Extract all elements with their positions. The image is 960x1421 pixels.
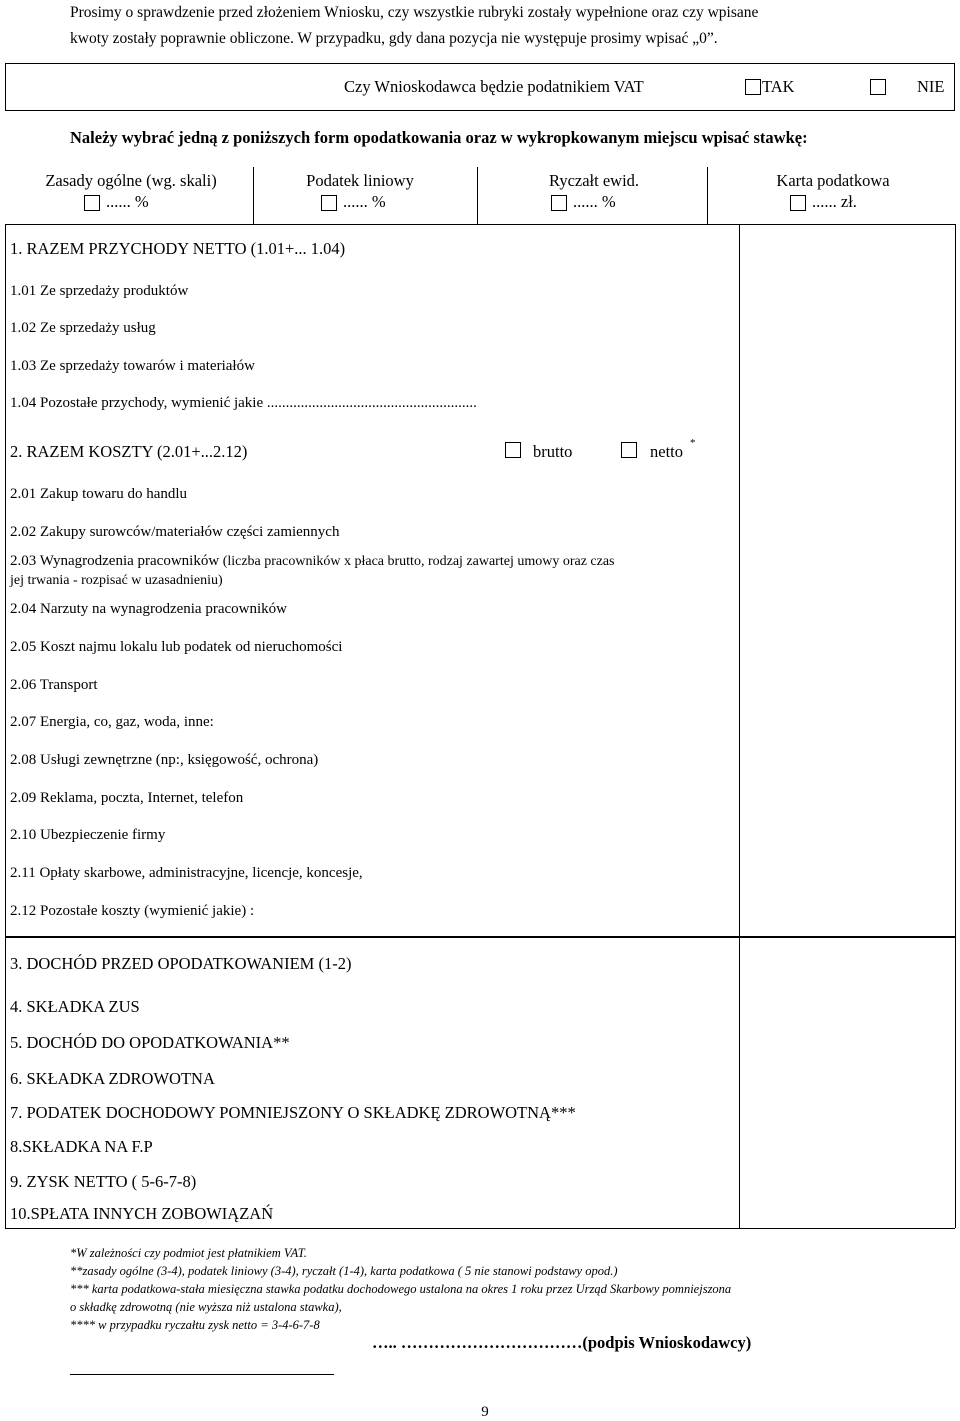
footnote-4: o składkę zdrowotną (nie wyższa niż ustalona stawka), xyxy=(70,1300,342,1314)
summary-row-6: 6. SKŁADKA ZDROWOTNA xyxy=(10,1069,215,1088)
cost-row-2-07: 2.07 Energia, co, gaz, woda, inne: xyxy=(10,714,214,730)
summary-row-4: 4. SKŁADKA ZUS xyxy=(10,997,140,1016)
cost-row-2-02: 2.02 Zakupy surowców/materiałów części zamiennych xyxy=(10,524,340,540)
vat-no-checkbox[interactable] xyxy=(870,79,886,95)
cost-row-2-12-note: (wymienić jakie) : xyxy=(140,903,255,919)
signature-line: ….. ……………………………(podpis Wnioskodawcy) xyxy=(372,1333,752,1352)
tax-form-general-label: Zasady ogólne (wg. skali) xyxy=(45,171,217,190)
cost-row-2-05: 2.05 Koszt najmu lokalu lub podatek od nieruchomości xyxy=(10,639,343,655)
cost-row-2-03-title: 2.03 Wynagrodzenia pracowników xyxy=(10,553,220,569)
tax-form-flatrate-label: Ryczałt ewid. xyxy=(548,171,640,190)
income-total-header: 1. RAZEM PRZYCHODY NETTO (1.01+... 1.04) xyxy=(10,239,346,258)
tax-form-card-rate[interactable]: ...... zł. xyxy=(812,192,857,211)
summary-row-7: 7. PODATEK DOCHODOWY POMNIEJSZONY O SKŁADKĘ ZDROWOTNĄ*** xyxy=(10,1103,576,1122)
footnote-5: **** w przypadku ryczałtu zysk netto = 3-4-6-7-8 xyxy=(70,1318,320,1332)
summary-row-10: 10.SPŁATA INNYCH ZOBOWIĄZAŃ xyxy=(10,1204,274,1223)
cost-row-2-01: 2.01 Zakup towaru do handlu xyxy=(10,486,188,502)
table-border-top xyxy=(5,224,955,225)
cost-row-2-11: 2.11 Opłaty skarbowe, administracyjne, licencje, koncesje, xyxy=(10,865,363,881)
cost-row-2-03-note: (liczba pracowników x płaca brutto, rodzaj zawartej umowy oraz czas xyxy=(219,554,615,569)
summary-row-3: 3. DOCHÓD PRZED OPODATKOWANIEM (1-2) xyxy=(10,954,352,973)
vat-question: Czy Wnioskodawca będzie podatnikiem VAT xyxy=(344,77,644,96)
cost-row-2-03 xyxy=(10,552,735,590)
footnote-1: *W zależności czy podmiot jest płatnikiem VAT. xyxy=(70,1246,307,1260)
intro-text xyxy=(70,0,950,52)
tax-form-flatrate-rate[interactable]: ...... % xyxy=(573,192,616,211)
vat-yes-label: TAK xyxy=(762,77,795,96)
cost-row-2-06: 2.06 Transport xyxy=(10,677,98,693)
tax-form-linear-label: Podatek liniowy xyxy=(306,171,414,190)
costs-gross-label: brutto xyxy=(533,442,573,461)
costs-total-header: 2. RAZEM KOSZTY (2.01+...2.12) xyxy=(10,442,248,461)
summary-row-5: 5. DOCHÓD DO OPODATKOWANIA** xyxy=(10,1033,290,1052)
summary-row-8: 8.SKŁADKA NA F.P xyxy=(10,1137,153,1156)
footnote-3: *** karta podatkowa-stała miesięczna stawka podatku dochodowego ustalona na okres 1 roku przez Urząd Skarbowy pomniejszona xyxy=(70,1282,732,1296)
vat-yes-checkbox[interactable] xyxy=(745,79,761,95)
income-row-1-01: 1.01 Ze sprzedaży produktów xyxy=(10,283,189,299)
tax-form-instruction: Należy wybrać jedną z poniższych form opodatkowania oraz w wykropkowanym miejscu wpisać stawkę: xyxy=(70,128,808,147)
tax-form-linear-checkbox[interactable] xyxy=(321,195,337,211)
costs-net-checkbox[interactable] xyxy=(621,442,637,458)
tax-form-general-checkbox[interactable] xyxy=(84,195,100,211)
cost-row-2-04: 2.04 Narzuty na wynagrodzenia pracowników xyxy=(10,601,287,617)
intro-line-1: Prosimy o sprawdzenie przed złożeniem Wniosku, czy wszystkie rubryki zostały wypełnione oraz czy wpisane xyxy=(70,4,759,21)
tax-form-card-checkbox[interactable] xyxy=(790,195,806,211)
cost-row-2-08: 2.08 Usługi zewnętrzne (np:, księgowość, ochrona) xyxy=(10,752,319,768)
intro-line-2: kwoty zostały poprawnie obliczone. W przypadku, gdy dana pozycja nie występuje prosimy wpisać „0”. xyxy=(70,30,718,47)
table-value-column-divider xyxy=(739,224,740,1228)
income-row-1-04: 1.04 Pozostałe przychody, wymienić jakie ........................................................ xyxy=(10,395,477,411)
page-number: 9 xyxy=(481,1404,489,1420)
cost-row-2-03-note-cont: jej trwania - rozpisać w uzasadnieniu) xyxy=(10,573,223,588)
cost-row-2-10: 2.10 Ubezpieczenie firmy xyxy=(10,827,166,843)
table-border-bottom xyxy=(5,1228,955,1229)
footnote-separator xyxy=(70,1374,334,1375)
cost-row-2-12 xyxy=(10,903,254,920)
vat-no-label: NIE xyxy=(917,77,945,96)
tax-form-flatrate-checkbox[interactable] xyxy=(551,195,567,211)
costs-net-footnote-mark: * xyxy=(690,437,696,449)
costs-net-label: netto xyxy=(650,442,683,461)
table-border-right xyxy=(955,224,956,1228)
summary-section-divider xyxy=(5,936,955,938)
tax-form-general-rate[interactable]: ...... % xyxy=(106,192,149,211)
table-border-left xyxy=(5,224,6,1228)
income-row-1-02: 1.02 Ze sprzedaży usług xyxy=(10,320,156,336)
income-row-1-03: 1.03 Ze sprzedaży towarów i materiałów xyxy=(10,358,255,374)
tax-form-card-label: Karta podatkowa xyxy=(776,171,890,190)
cost-row-2-09: 2.09 Reklama, poczta, Internet, telefon xyxy=(10,790,244,806)
tax-form-linear-rate[interactable]: ...... % xyxy=(343,192,386,211)
costs-gross-checkbox[interactable] xyxy=(505,442,521,458)
footnote-2: **zasady ogólne (3-4), podatek liniowy (3-4), ryczałt (1-4), karta podatkowa ( 5 nie stanowi podstawy opod.) xyxy=(70,1264,618,1278)
cost-row-2-12-title: 2.12 Pozostałe koszty xyxy=(10,903,141,919)
summary-row-9: 9. ZYSK NETTO ( 5-6-7-8) xyxy=(10,1172,197,1191)
